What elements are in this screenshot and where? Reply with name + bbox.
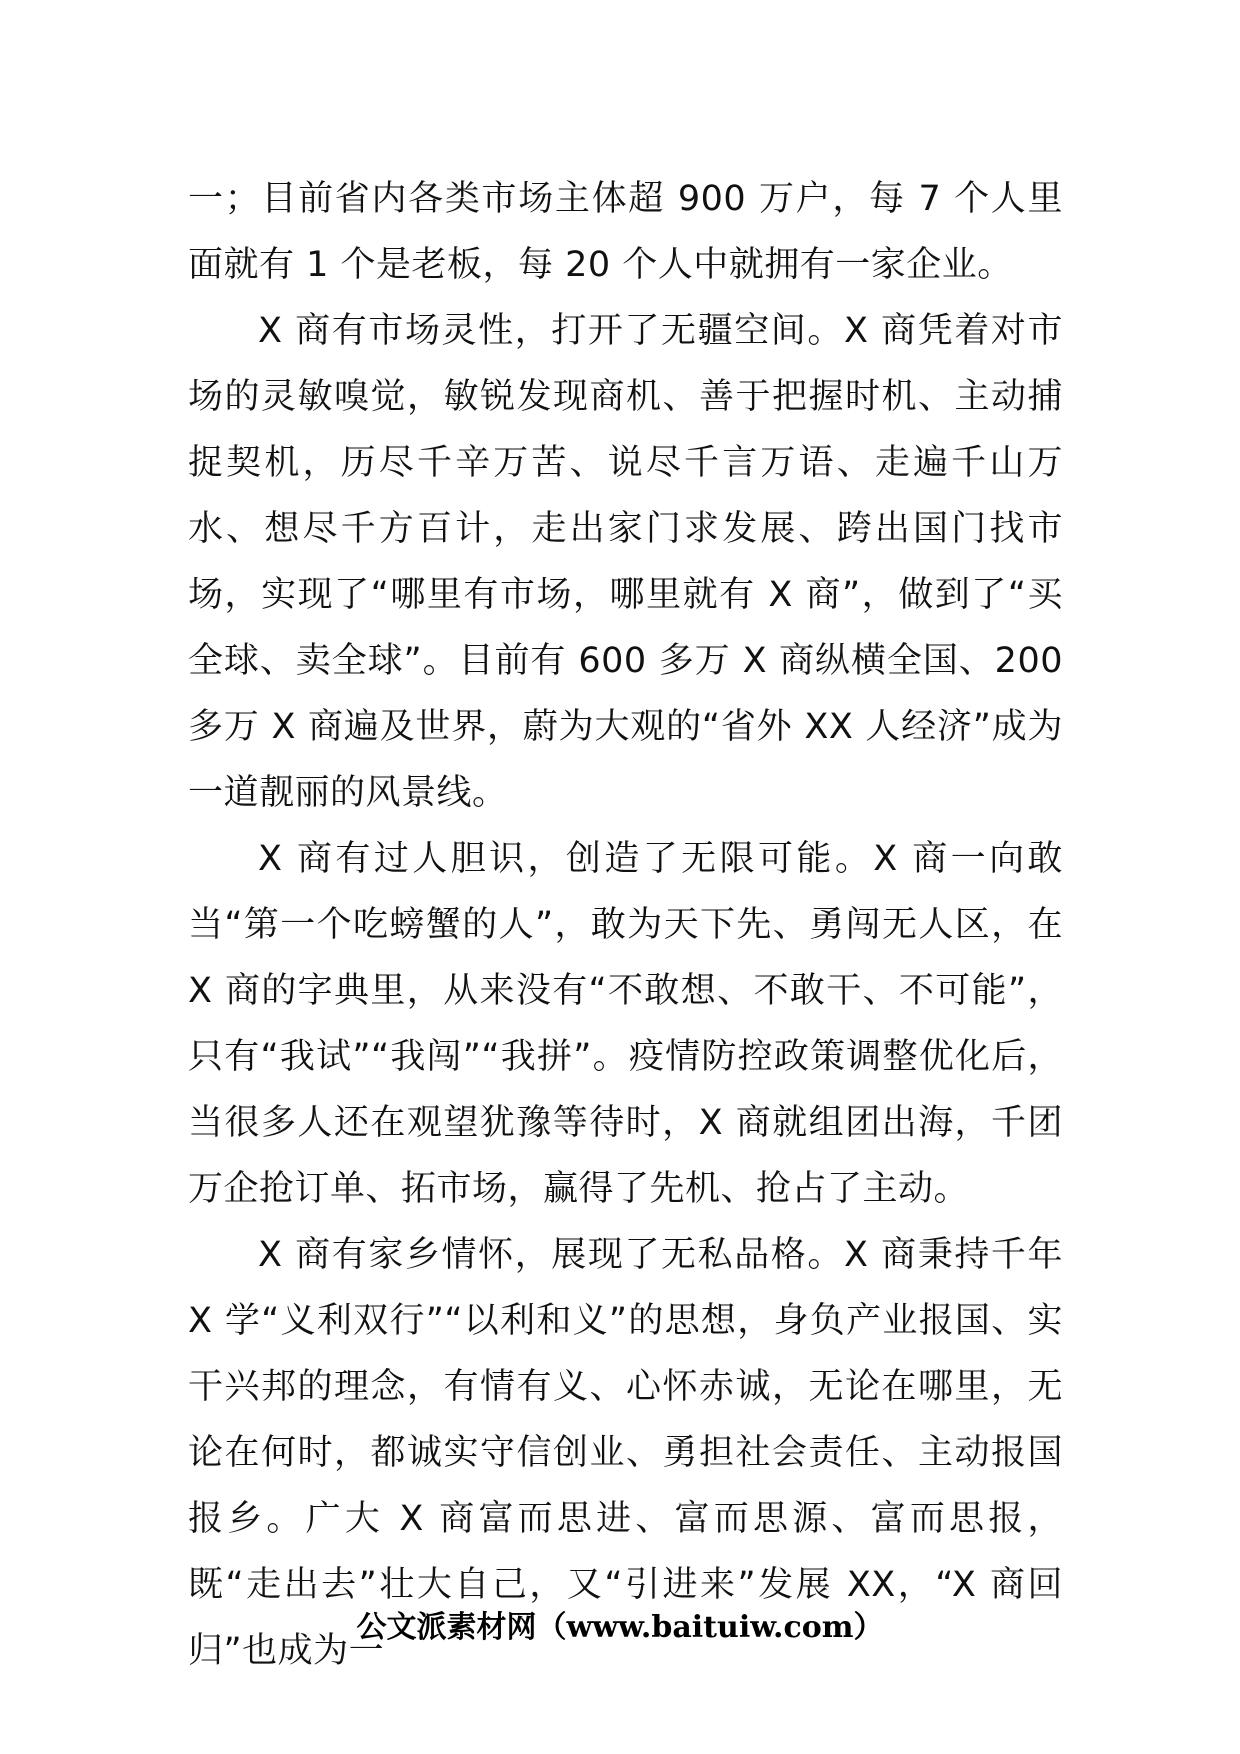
paragraph-3: X 商有过人胆识，创造了无限可能。X 商一向敢当“第一个吃螃蟹的人”，敢为天下先、勇闯无人区，在 X 商的字典里，从来没有“不敢想、不敢干、不可能”，只有“我试”“我闯”“我拼”。疫情防控政策调整优化后，当很多人还在观望犹豫等待时，X 商就组团出海，千团万企抢订单、拓市场，赢得了先机、抢占了主动。	[188, 839, 1063, 1209]
document-body	[188, 166, 1063, 1684]
footer-watermark: 公文派素材网（www.baituiw.com）	[356, 1610, 884, 1645]
paragraph-4: X 商有家乡情怀，展现了无私品格。X 商秉持千年 X 学“义利双行”“以利和义”的思想，身负产业报国、实干兴邦的理念，有情有义、心怀赤诚，无论在哪里，无论在何时，都诚实守信创业、勇担社会责任、主动报国报乡。广大 X 商富而思进、富而思源、富而思报，既“走出去”壮大自己，又“引进来”发展 XX，“X 商回归”也成为一	[188, 1235, 1063, 1671]
paragraph-1: 一；目前省内各类市场主体超 900 万户，每 7 个人里面就有 1 个是老板，每 20 个人中就拥有一家企业。	[188, 179, 1063, 285]
paragraph-2: X 商有市场灵性，打开了无疆空间。X 商凭着对市场的灵敏嗅觉，敏锐发现商机、善于把握时机、主动捕捉契机，历尽千辛万苦、说尽千言万语、走遍千山万水、想尽千方百计，走出家门求发展、跨出国门找市场，实现了“哪里有市场，哪里就有 X 商”，做到了“买全球、卖全球”。目前有 600 多万 X 商纵横全国、200 多万 X 商遍及世界，蔚为大观的“省外 XX 人经济”成为一道靓丽的风景线。	[188, 311, 1063, 813]
